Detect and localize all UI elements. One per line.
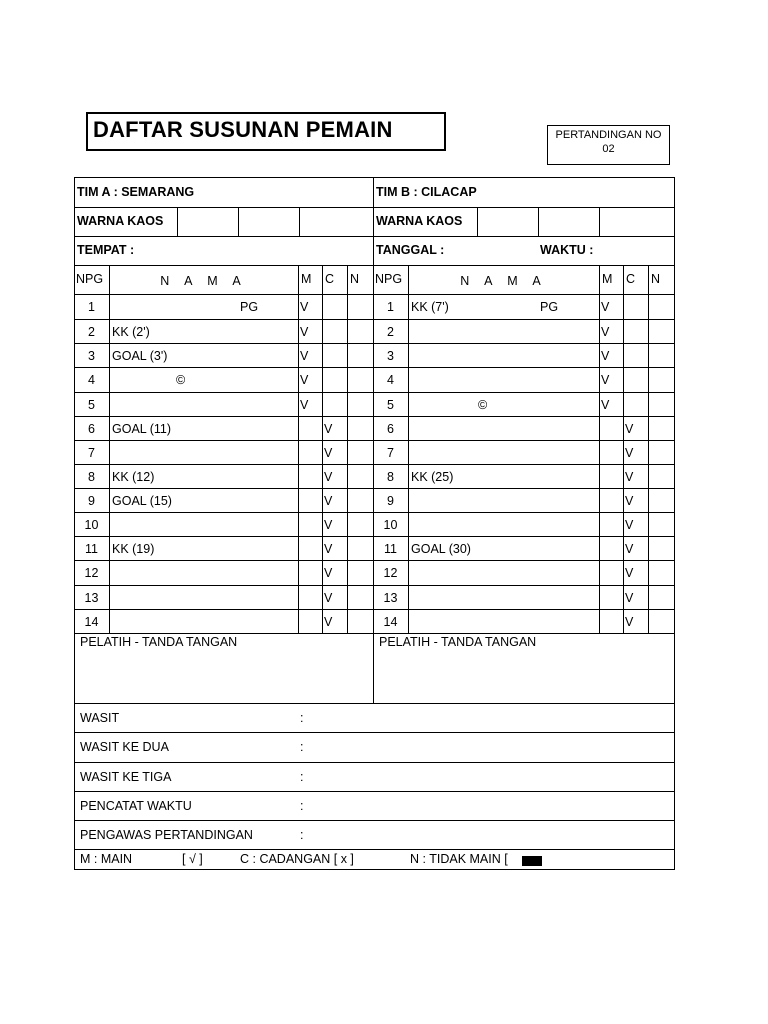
team-b-jersey-label: WARNA KAOS <box>376 214 463 228</box>
match-number-value: 02 <box>602 143 615 155</box>
player-row-rule <box>74 512 675 513</box>
player-row-rule <box>74 488 675 489</box>
team-b-date-label: TANGGAL : <box>376 243 445 257</box>
official-separator: : <box>300 740 304 754</box>
team-section-rule <box>74 294 675 295</box>
team_a-player-npg: 14 <box>84 615 99 629</box>
team_b-player-npg: 11 <box>384 542 397 556</box>
team_a-player-bench-mark: V <box>324 470 333 484</box>
player-column-divider <box>109 265 110 634</box>
team_b-player-npg: 8 <box>387 470 394 484</box>
team_a-player-name: GOAL (15) <box>112 494 172 508</box>
team_b-col-name: N A M A <box>460 274 547 288</box>
team_a-player-npg: 11 <box>85 542 98 556</box>
team_b-player-npg: 4 <box>387 373 394 387</box>
page-title: DAFTAR SUSUNAN PEMAIN <box>93 117 393 142</box>
team_a-player-name: GOAL (3') <box>112 349 168 363</box>
player-column-divider <box>408 265 409 634</box>
team_a-player-bench-mark: V <box>324 422 333 436</box>
team_b-player-bench-mark: V <box>625 494 634 508</box>
coach-section-bottom <box>74 703 675 704</box>
team_a-player-bench-mark: V <box>324 494 333 508</box>
team_a-col-m: M <box>301 272 312 286</box>
team_b-player-bench-mark: V <box>625 566 634 580</box>
team_a-player-npg: 6 <box>88 422 95 436</box>
team_b-player-note: PG <box>540 300 559 314</box>
officials-row-rule <box>74 791 675 792</box>
team-a-coach-label: PELATIH - TANDA TANGAN <box>80 635 238 649</box>
jersey-box-divider <box>299 207 300 237</box>
player-row-rule <box>74 440 675 441</box>
team_a-player-name: KK (19) <box>112 542 155 556</box>
player-row-rule <box>74 585 675 586</box>
official-label: WASIT KE TIGA <box>80 770 172 784</box>
team_b-player-npg: 1 <box>387 300 394 314</box>
player-column-divider <box>322 265 323 634</box>
team_b-col-m: M <box>602 272 613 286</box>
team_a-player-note: © <box>176 373 186 387</box>
team_b-player-main-mark: V <box>601 398 610 412</box>
team_b-player-bench-mark: V <box>625 470 634 484</box>
team_a-player-main-mark: V <box>300 349 309 363</box>
officials-row-rule <box>74 820 675 821</box>
team_b-player-main-mark: V <box>601 373 610 387</box>
player-column-divider <box>599 265 600 634</box>
team_a-player-name: KK (2') <box>112 325 150 339</box>
team_a-player-name: KK (12) <box>112 470 155 484</box>
legend-main: M : MAIN <box>80 852 133 866</box>
official-separator: : <box>300 770 304 784</box>
not-play-black-mark <box>522 856 542 866</box>
team_b-player-main-mark: V <box>601 349 610 363</box>
team_b-player-bench-mark: V <box>625 518 634 532</box>
jersey-box-divider <box>477 207 478 237</box>
team_b-player-bench-mark: V <box>625 615 634 629</box>
team_b-player-npg: 5 <box>387 398 394 412</box>
team_b-player-name: KK (7') <box>411 300 449 314</box>
legend-main-mark: [ √ ] <box>182 852 203 866</box>
official-label: WASIT <box>80 711 120 725</box>
team_a-player-main-mark: V <box>300 325 309 339</box>
team_a-player-note: PG <box>240 300 259 314</box>
team_b-player-npg: 13 <box>383 591 398 605</box>
team_a-player-bench-mark: V <box>324 542 333 556</box>
match-number-box <box>547 125 670 165</box>
team_b-player-name: GOAL (30) <box>411 542 471 556</box>
player-column-divider <box>347 265 348 634</box>
team_b-player-name: KK (25) <box>411 470 454 484</box>
player-row-rule <box>74 416 675 417</box>
form-right-border <box>674 177 675 870</box>
official-label: PENCATAT WAKTU <box>80 799 192 813</box>
jersey-box-divider <box>599 207 600 237</box>
team_a-col-c: C <box>325 272 335 286</box>
team-a-place-label: TEMPAT : <box>77 243 135 257</box>
jersey-box-divider <box>238 207 239 237</box>
player-row-rule <box>74 367 675 368</box>
team_a-player-bench-mark: V <box>324 615 333 629</box>
team_b-player-npg: 12 <box>383 566 398 580</box>
player-row-rule <box>74 536 675 537</box>
team_a-player-bench-mark: V <box>324 591 333 605</box>
team-section-rule <box>74 207 675 208</box>
jersey-box-divider <box>538 207 539 237</box>
player-column-divider <box>623 265 624 634</box>
form-bottom-border <box>74 869 675 870</box>
team_b-col-c: C <box>626 272 636 286</box>
team-b-coach-label: PELATIH - TANDA TANGAN <box>379 635 537 649</box>
team_a-col-npg: NPG <box>76 272 104 286</box>
team-section-rule <box>74 236 675 237</box>
team_b-player-npg: 9 <box>387 494 394 508</box>
team_b-player-bench-mark: V <box>625 542 634 556</box>
team_a-col-name: N A M A <box>160 274 247 288</box>
team_a-player-main-mark: V <box>300 373 309 387</box>
team_a-player-main-mark: V <box>300 398 309 412</box>
player-row-rule <box>74 392 675 393</box>
team_a-player-npg: 5 <box>88 398 95 412</box>
team_a-player-bench-mark: V <box>324 518 333 532</box>
legend-bench: C : CADANGAN [ x ] <box>240 852 354 866</box>
lineup-form <box>74 177 674 869</box>
team_a-player-npg: 13 <box>84 591 99 605</box>
team-b-title: TIM B : CILACAP <box>376 185 477 199</box>
match-number-label: PERTANDINGAN NO <box>555 129 662 141</box>
official-separator: : <box>300 711 304 725</box>
player-row-rule <box>74 319 675 320</box>
player-row-rule <box>74 560 675 561</box>
player-row-rule <box>74 464 675 465</box>
team_a-col-n: N <box>350 272 360 286</box>
team_b-player-bench-mark: V <box>625 446 634 460</box>
form-top-border <box>74 177 675 178</box>
team_b-player-npg: 7 <box>387 446 394 460</box>
player-row-rule <box>74 343 675 344</box>
team_a-player-npg: 10 <box>84 518 99 532</box>
team_b-player-npg: 2 <box>387 325 394 339</box>
player-table-bottom <box>74 633 675 634</box>
player-column-divider <box>298 265 299 634</box>
title-box <box>86 112 446 151</box>
team_b-col-n: N <box>651 272 661 286</box>
officials-row-rule <box>74 849 675 850</box>
team-a-jersey-label: WARNA KAOS <box>77 214 164 228</box>
team-section-rule <box>74 265 675 266</box>
official-label: WASIT KE DUA <box>80 740 169 754</box>
team_a-player-npg: 7 <box>88 446 95 460</box>
player-column-divider <box>648 265 649 634</box>
team_a-player-npg: 1 <box>88 300 95 314</box>
team_b-player-main-mark: V <box>601 300 610 314</box>
team_a-player-npg: 3 <box>88 349 95 363</box>
jersey-box-divider <box>177 207 178 237</box>
team_a-player-npg: 8 <box>88 470 95 484</box>
team_b-player-npg: 14 <box>383 615 398 629</box>
officials-row-rule <box>74 762 675 763</box>
team_b-player-npg: 10 <box>383 518 398 532</box>
team_a-player-npg: 9 <box>88 494 95 508</box>
team_b-player-bench-mark: V <box>625 591 634 605</box>
team_a-player-main-mark: V <box>300 300 309 314</box>
team_b-player-note: © <box>478 398 488 412</box>
official-label: PENGAWAS PERTANDINGAN <box>80 828 253 842</box>
team_a-player-bench-mark: V <box>324 566 333 580</box>
team_b-player-npg: 3 <box>387 349 394 363</box>
official-separator: : <box>300 799 304 813</box>
team_a-player-name: GOAL (11) <box>112 422 172 436</box>
officials-row-rule <box>74 732 675 733</box>
team_a-player-bench-mark: V <box>324 446 333 460</box>
team_b-player-main-mark: V <box>601 325 610 339</box>
team-b-time-label: WAKTU : <box>540 243 594 257</box>
team_a-player-npg: 2 <box>88 325 95 339</box>
team_a-player-npg: 4 <box>88 373 95 387</box>
legend-not-play: N : TIDAK MAIN [ <box>410 852 508 866</box>
player-row-rule <box>74 609 675 610</box>
official-separator: : <box>300 828 304 842</box>
team_b-col-npg: NPG <box>375 272 403 286</box>
team_b-player-npg: 6 <box>387 422 394 436</box>
team_b-player-bench-mark: V <box>625 422 634 436</box>
team_a-player-npg: 12 <box>84 566 99 580</box>
team-a-title: TIM A : SEMARANG <box>77 185 195 199</box>
